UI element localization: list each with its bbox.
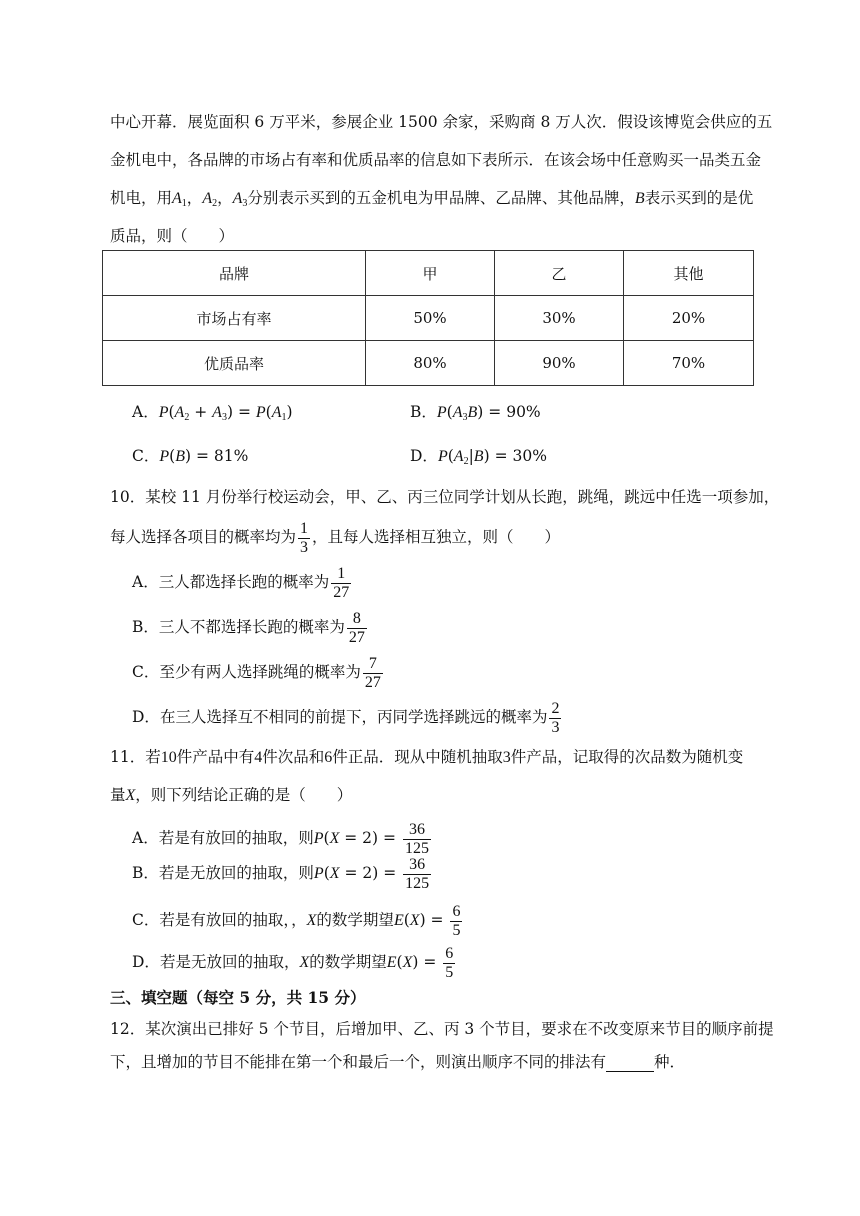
answer-blank[interactable]	[606, 1055, 654, 1072]
fraction: $\frac{1}{3}$	[300, 519, 309, 556]
q11-option-c: C．若是有放回的抽取，，X的数学期望E(X) = $\frac{6}{5}$	[132, 902, 461, 939]
table-row	[103, 251, 754, 296]
q11-option-a: A．若是有放回的抽取，则P(X = 2) = $\frac{36}{125}$	[132, 820, 429, 857]
q10-line-1: 10．某校 11 月份举行校运动会，甲、乙、丙三位同学计划从长跑，跳绳，跳远中任选一项参加，	[110, 488, 780, 506]
table-cell: 50%	[366, 296, 495, 341]
q9-option-b: B．$P(A_3B) = 90\%$	[410, 403, 541, 423]
q9-line-4: 质品，则（ ）	[110, 227, 235, 245]
table-header-cell: 甲	[366, 251, 495, 296]
table-cell: 70%	[624, 341, 754, 386]
q11-line-2: 量X，则下列结论正确的是（ ）	[110, 786, 353, 804]
q10-option-d: D．在三人选择互不相同的前提下，丙同学选择跳远的概率为 $\frac{2}{3}$	[132, 699, 560, 736]
table-row	[103, 296, 754, 341]
q9-option-a: A．$P(A_2 + A_3) = P(A_1)$	[132, 403, 293, 423]
q11-line-1: 11．若10件产品中有4件次品和6件正品．现从中随机抽取3件产品，记取得的次品数为随机变	[110, 748, 744, 766]
q10-option-a: A．三人都选择长跑的概率为 $\frac{1}{27}$	[132, 564, 350, 601]
brand-table	[102, 250, 754, 386]
table-cell: 90%	[495, 341, 624, 386]
q10-option-c: C．至少有两人选择跳绳的概率为 $\frac{7}{27}$	[132, 654, 381, 691]
table-cell: 优质品率	[103, 341, 366, 386]
q12-line-1: 12．某次演出已排好 5 个节目，后增加甲、乙、丙 3 个节目，要求在不改变原来节目的顺序前提	[110, 1020, 774, 1038]
table-cell: 20%	[624, 296, 754, 341]
table-header-cell: 其他	[624, 251, 754, 296]
q9-option-d: D．$P(A_2|B) = 30\%$	[410, 447, 547, 467]
q12-line-2: 下，且增加的节目不能排在第一个和最后一个，则演出顺序不同的排法有 种．	[110, 1053, 686, 1071]
q11-option-d: D．若是无放回的抽取，X的数学期望E(X) = $\frac{6}{5}$	[132, 944, 454, 981]
section-heading: 三、填空题（每空 5 分，共 15 分）	[110, 988, 366, 1007]
table-cell: 30%	[495, 296, 624, 341]
table-row	[103, 341, 754, 386]
q10-line-2: 每人选择各项目的概率均为 $\frac{1}{3}$ ，且每人选择相互独立，则（ ）	[110, 519, 561, 556]
table-cell: 市场占有率	[103, 296, 366, 341]
q10-option-b: B．三人不都选择长跑的概率为 $\frac{8}{27}$	[132, 609, 365, 646]
table-header-cell: 品牌	[103, 251, 366, 296]
table-cell: 80%	[366, 341, 495, 386]
q9-line-2: 金机电中，各品牌的市场占有率和优质品率的信息如下表所示．在该会场中任意购买一品类五金	[110, 151, 762, 169]
q11-option-b: B．若是无放回的抽取，则P(X = 2) = $\frac{36}{125}$	[132, 855, 430, 892]
q9-line-1: 中心开幕．展览面积 6 万平米，参展企业 1500 余家，采购商 8 万人次．假设该博览会供应的五	[110, 113, 773, 131]
q9-option-c: C．P(B) = 81%	[132, 447, 249, 465]
q9-line-3: 机电，用$A_1$，$A_2$，$A_3$分别表示买到的五金机电为甲品牌、乙品牌、其他品牌，B表示买到的是优	[110, 189, 754, 209]
table-header-cell: 乙	[495, 251, 624, 296]
